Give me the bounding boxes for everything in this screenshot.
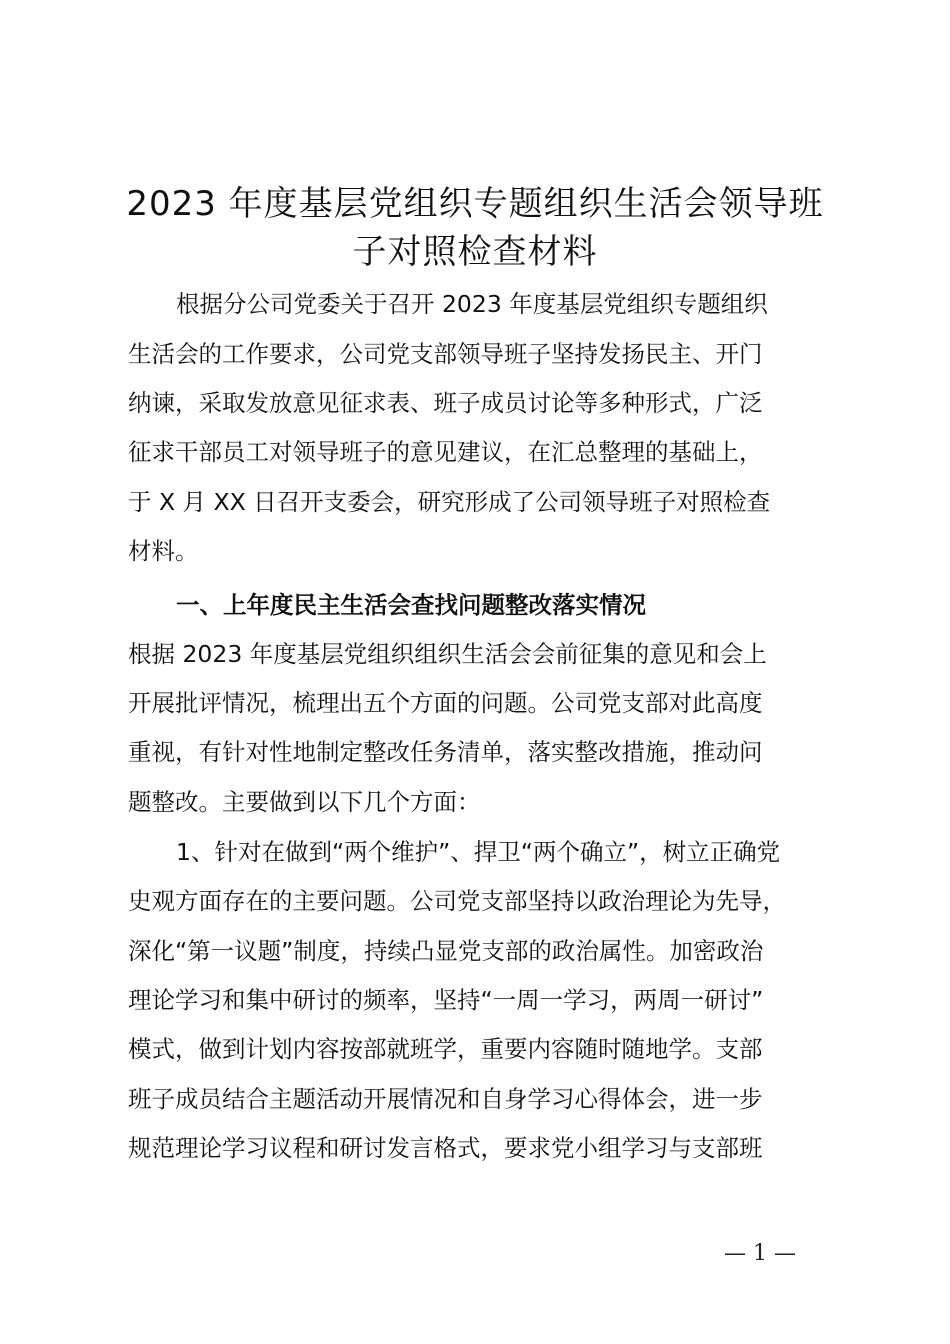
intro-paragraph-line: 于 X 月 XX 日召开支委会，研究形成了公司领导班子对照检查: [128, 488, 771, 516]
section-paragraph-line: 根据 2023 年度基层党组织组织生活会会前征集的意见和会上: [128, 640, 767, 668]
intro-paragraph-line: 材料。: [128, 537, 199, 565]
document-title-line-2: 子对照检查材料: [352, 232, 598, 272]
page-number: — 1 —: [724, 1241, 796, 1266]
intro-paragraph-line: 根据分公司党委关于召开 2023 年度基层党组织专题组织: [176, 290, 768, 318]
item-paragraph-line: 1、针对在做到“两个维护”、捍卫“两个确立”，树立正确党: [176, 838, 781, 866]
item-paragraph-line: 班子成员结合主题活动开展情况和自身学习心得体会，进一步: [128, 1085, 763, 1113]
item-paragraph-line: 理论学习和集中研讨的频率，坚持“一周一学习，两周一研讨”: [128, 986, 764, 1014]
intro-paragraph-line: 征求干部员工对领导班子的意见建议，在汇总整理的基础上，: [128, 438, 763, 466]
intro-paragraph-line: 纳谏，采取发放意见征求表、班子成员讨论等多种形式，广泛: [128, 389, 763, 417]
section-paragraph-line: 开展批评情况，梳理出五个方面的问题。公司党支部对此高度: [128, 689, 763, 717]
section-paragraph-line: 重视，有针对性地制定整改任务清单，落实整改措施，推动问: [128, 738, 763, 766]
item-paragraph-line: 深化“第一议题”制度，持续凸显党支部的政治属性。加密政治: [128, 937, 764, 965]
item-paragraph-line: 规范理论学习议程和研讨发言格式，要求党小组学习与支部班: [128, 1134, 763, 1162]
section-paragraph-line: 题整改。主要做到以下几个方面：: [128, 788, 481, 816]
document-title-line-1: 2023 年度基层党组织专题组织生活会领导班: [126, 184, 824, 224]
item-paragraph-line: 史观方面存在的主要问题。公司党支部坚持以政治理论为先导，: [128, 887, 786, 915]
intro-paragraph-line: 生活会的工作要求，公司党支部领导班子坚持发扬民主、开门: [128, 340, 763, 368]
item-paragraph-line: 模式，做到计划内容按部就班学，重要内容随时随地学。支部: [128, 1035, 763, 1063]
section-heading: 一、上年度民主生活会查找问题整改落实情况: [176, 591, 646, 619]
